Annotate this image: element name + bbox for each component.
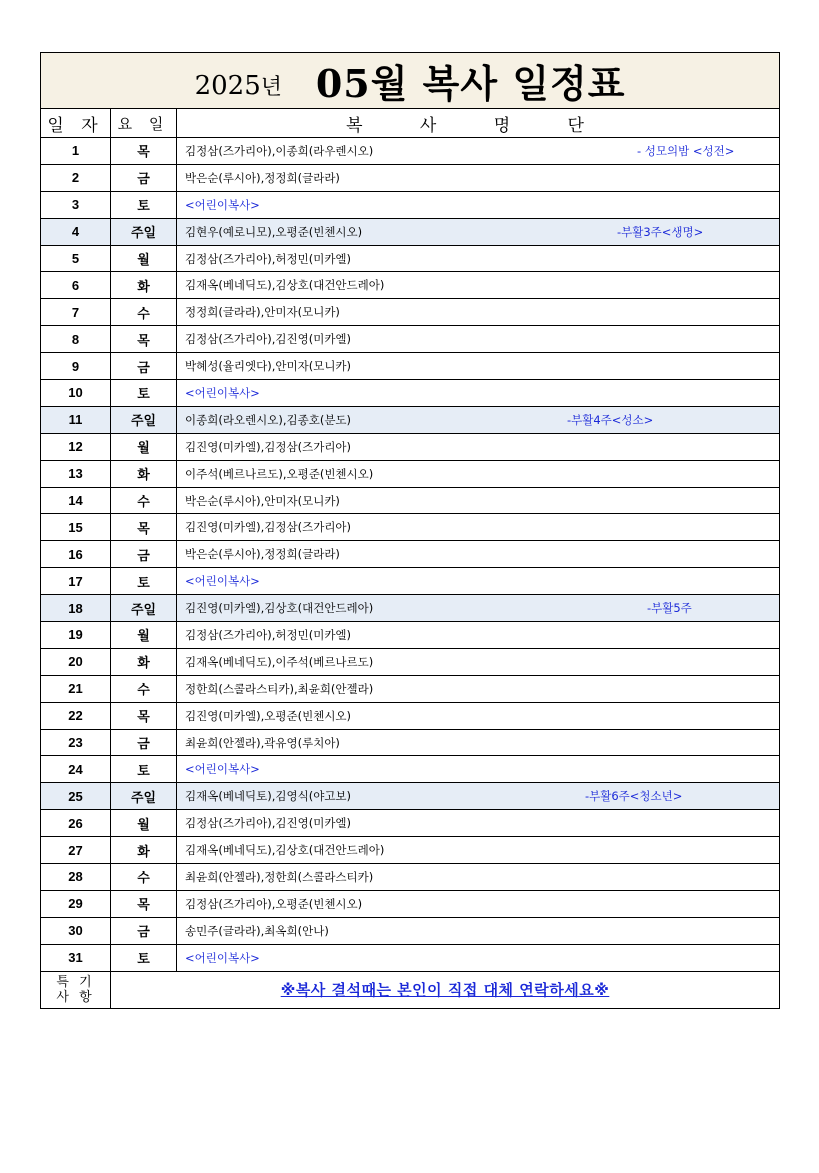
row-weekday: 화 [111, 837, 177, 864]
row-names: 김재옥(베네딕도),김상호(대건안드레아) [185, 843, 385, 858]
schedule-sheet [40, 52, 779, 1009]
row-day: 11 [41, 406, 111, 433]
row-day: 22 [41, 702, 111, 729]
row-day: 6 [41, 272, 111, 299]
row-names-cell [177, 917, 780, 944]
row-names: 김재옥(베네딕도),이주석(베르나르도) [185, 654, 374, 669]
row-day: 21 [41, 675, 111, 702]
table-row [41, 164, 780, 191]
row-names-cell [177, 272, 780, 299]
row-names: 최윤희(안젤라),정한희(스콜라스티카) [185, 869, 374, 884]
row-day: 31 [41, 944, 111, 971]
row-names-cell [177, 783, 780, 810]
title-heading: 05월 복사 일정표 [315, 61, 626, 106]
table-row [41, 810, 780, 837]
row-names-cell [177, 837, 780, 864]
row-weekday: 토 [111, 191, 177, 218]
row-names-cell [177, 595, 780, 622]
table-row [41, 917, 780, 944]
table-row [41, 702, 780, 729]
table-row [41, 622, 780, 649]
table-row [41, 595, 780, 622]
row-weekday: 토 [111, 380, 177, 407]
row-weekday: 화 [111, 648, 177, 675]
row-day: 30 [41, 917, 111, 944]
table-row [41, 487, 780, 514]
row-weekday: 금 [111, 164, 177, 191]
row-day: 27 [41, 837, 111, 864]
row-weekday: 토 [111, 944, 177, 971]
row-names-cell [177, 433, 780, 460]
table-row [41, 890, 780, 917]
row-day: 17 [41, 568, 111, 595]
row-weekday: 금 [111, 541, 177, 568]
row-names-cell [177, 191, 780, 218]
row-names: 김진영(미카엘),김정삼(즈가리아) [185, 520, 352, 535]
row-liturgy-note: -부활4주<성소> [567, 412, 654, 427]
table-row [41, 514, 780, 541]
row-names: 김현우(예로니모),오평준(빈첸시오) [185, 224, 363, 239]
row-names-cell [177, 890, 780, 917]
row-names: 김정삼(즈가리아),오평준(빈첸시오) [185, 896, 363, 911]
row-names-cell [177, 944, 780, 971]
table-row [41, 380, 780, 407]
row-names-cell [177, 406, 780, 433]
row-day: 28 [41, 864, 111, 891]
table-row [41, 299, 780, 326]
row-names-cell [177, 514, 780, 541]
row-names: 박혜성(율리엣다),안미자(모니카) [185, 359, 352, 374]
row-day: 13 [41, 460, 111, 487]
row-names-cell [177, 353, 780, 380]
row-weekday: 토 [111, 568, 177, 595]
table-row [41, 353, 780, 380]
header-weekday: 요 일 [111, 109, 177, 138]
title-row [41, 53, 780, 109]
row-day: 24 [41, 756, 111, 783]
footer-row [41, 971, 780, 1008]
row-names: <어린이복사> [185, 762, 260, 777]
row-names: 박은순(루시아),정정희(글라라) [185, 547, 340, 562]
row-names-cell [177, 702, 780, 729]
row-weekday: 토 [111, 756, 177, 783]
row-day: 7 [41, 299, 111, 326]
header-names: 복 사 명 단 [177, 109, 780, 138]
row-names-cell [177, 487, 780, 514]
row-names: 이종희(라오렌시오),김종호(분도) [185, 412, 352, 427]
table-row [41, 756, 780, 783]
row-names: 김진영(미카엘),오평준(빈첸시오) [185, 708, 352, 723]
row-weekday: 주일 [111, 783, 177, 810]
table-row [41, 218, 780, 245]
table-row [41, 191, 780, 218]
table-row [41, 783, 780, 810]
row-names: 김재옥(베네딕토),김영식(야고보) [185, 789, 352, 804]
row-weekday: 화 [111, 272, 177, 299]
row-names: <어린이복사> [185, 385, 260, 400]
row-names-cell [177, 326, 780, 353]
row-day: 25 [41, 783, 111, 810]
row-names: 정정희(글라라),안미자(모니카) [185, 305, 340, 320]
row-names-cell [177, 164, 780, 191]
row-names-cell [177, 299, 780, 326]
table-row [41, 272, 780, 299]
row-names: <어린이복사> [185, 197, 260, 212]
table-row [41, 944, 780, 971]
table-row [41, 433, 780, 460]
row-names-cell [177, 864, 780, 891]
row-names-cell [177, 729, 780, 756]
table-row [41, 568, 780, 595]
row-names: 송민주(글라라),최옥희(안나) [185, 923, 329, 938]
row-names: 박은순(루시아),정정희(글라라) [185, 170, 340, 185]
table-row [41, 326, 780, 353]
row-weekday: 수 [111, 487, 177, 514]
row-weekday: 목 [111, 326, 177, 353]
row-weekday: 목 [111, 138, 177, 165]
page-title [41, 53, 780, 109]
row-day: 23 [41, 729, 111, 756]
row-names: 김재옥(베네딕도),김상호(대건안드레아) [185, 278, 385, 293]
footer-message: ※복사 결석때는 본인이 직접 대체 연락하세요※ [111, 971, 780, 1008]
row-weekday: 목 [111, 702, 177, 729]
row-day: 26 [41, 810, 111, 837]
row-names-cell [177, 460, 780, 487]
row-names: 김정삼(즈가리아),허정민(미카엘) [185, 627, 352, 642]
row-names-cell [177, 568, 780, 595]
row-names-cell [177, 245, 780, 272]
row-liturgy-note: -부활6주<청소년> [585, 789, 683, 804]
row-day: 3 [41, 191, 111, 218]
row-names: 이주석(베르나르도),오평준(빈첸시오) [185, 466, 374, 481]
table-row [41, 648, 780, 675]
row-weekday: 월 [111, 433, 177, 460]
schedule-table [40, 52, 780, 1009]
row-names: 김정삼(즈가리아),이종희(라우렌시오) [185, 143, 374, 158]
row-weekday: 주일 [111, 406, 177, 433]
row-names-cell [177, 622, 780, 649]
row-weekday: 주일 [111, 595, 177, 622]
table-row [41, 541, 780, 568]
table-row [41, 245, 780, 272]
row-day: 4 [41, 218, 111, 245]
row-names-cell [177, 380, 780, 407]
row-names: <어린이복사> [185, 574, 260, 589]
row-day: 29 [41, 890, 111, 917]
row-names: 최윤희(안젤라),곽유영(루치아) [185, 735, 340, 750]
schedule-rows [41, 138, 780, 972]
row-names-cell [177, 756, 780, 783]
table-row [41, 460, 780, 487]
row-names-cell [177, 675, 780, 702]
row-day: 9 [41, 353, 111, 380]
table-row [41, 138, 780, 165]
row-weekday: 금 [111, 729, 177, 756]
row-names-cell [177, 648, 780, 675]
row-liturgy-note: -부활3주<생명> [617, 224, 704, 239]
row-day: 14 [41, 487, 111, 514]
table-row [41, 864, 780, 891]
header-day: 일 자 [41, 109, 111, 138]
row-weekday: 수 [111, 864, 177, 891]
row-day: 1 [41, 138, 111, 165]
row-day: 12 [41, 433, 111, 460]
row-weekday: 금 [111, 353, 177, 380]
row-day: 19 [41, 622, 111, 649]
row-day: 18 [41, 595, 111, 622]
row-day: 15 [41, 514, 111, 541]
row-names: 김진영(미카엘),김정삼(즈가리아) [185, 439, 352, 454]
row-weekday: 목 [111, 890, 177, 917]
row-names-cell [177, 810, 780, 837]
row-weekday: 화 [111, 460, 177, 487]
footer-label: 특 기 사 항 [41, 971, 111, 1008]
row-names-cell [177, 541, 780, 568]
table-row [41, 406, 780, 433]
row-weekday: 목 [111, 514, 177, 541]
row-names: 박은순(루시아),안미자(모니카) [185, 493, 340, 508]
row-weekday: 월 [111, 622, 177, 649]
row-day: 8 [41, 326, 111, 353]
row-names-cell [177, 218, 780, 245]
row-weekday: 주일 [111, 218, 177, 245]
row-liturgy-note: - 성모의밤 <성전> [637, 143, 735, 158]
row-day: 5 [41, 245, 111, 272]
row-names: 김정삼(즈가리아),김진영(미카엘) [185, 816, 352, 831]
row-weekday: 금 [111, 917, 177, 944]
table-row [41, 837, 780, 864]
row-weekday: 수 [111, 299, 177, 326]
row-liturgy-note: -부활5주 [647, 601, 692, 616]
row-names-cell [177, 138, 780, 165]
row-names: <어린이복사> [185, 950, 260, 965]
title-year: 2025년 [194, 71, 282, 101]
row-names: 김진영(미카엘),김상호(대건안드레아) [185, 601, 374, 616]
row-weekday: 월 [111, 245, 177, 272]
row-day: 20 [41, 648, 111, 675]
row-names: 김정삼(즈가리아),김진영(미카엘) [185, 332, 352, 347]
row-day: 10 [41, 380, 111, 407]
row-day: 2 [41, 164, 111, 191]
row-day: 16 [41, 541, 111, 568]
header-row [41, 109, 780, 138]
row-weekday: 수 [111, 675, 177, 702]
row-names: 김정삼(즈가리아),허정민(미카엘) [185, 251, 352, 266]
table-row [41, 675, 780, 702]
row-weekday: 월 [111, 810, 177, 837]
table-row [41, 729, 780, 756]
row-names: 정한희(스콜라스티카),최윤희(안젤라) [185, 681, 374, 696]
